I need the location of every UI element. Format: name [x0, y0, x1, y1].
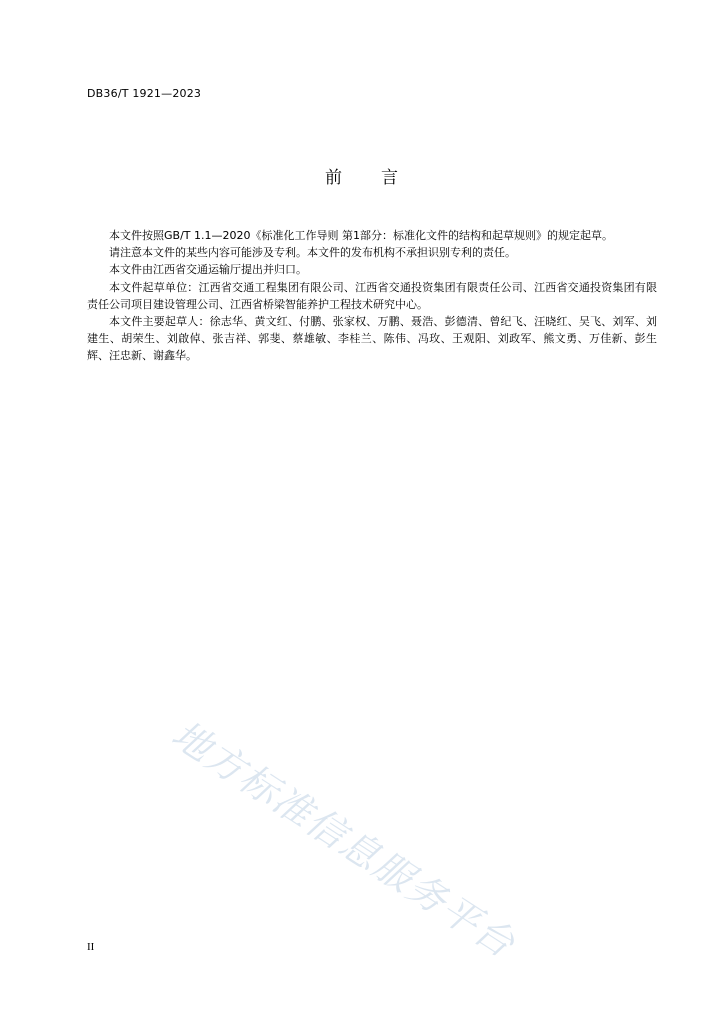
page-number: II [87, 941, 95, 953]
paragraph-patent-notice: 请注意本文件的某些内容可能涉及专利。本文件的发布机构不承担识别专利的责任。 [109, 246, 516, 260]
watermark: 地方标准信息服务平台 [164, 711, 524, 967]
document-code: DB36/T 1921—2023 [87, 87, 202, 100]
paragraph-drafting-rules: 本文件按照GB/T 1.1—2020《标准化工作导则 第1部分：标准化文件的结构和起草规则》的规定起草。 [109, 229, 613, 242]
paragraph-drafters: 本文件主要起草人：徐志华、黄文红、付鹏、张家权、万鹏、聂浩、彭德清、曾纪飞、汪晓红、吴飞、刘军、刘建生、胡荣生、刘啟倬、张吉祥、郭斐、蔡雄敏、李桂兰、陈伟、冯玫、王观阳、刘政军、熊文勇、万佳新、彭生辉、汪忠新、谢鑫华。 [87, 315, 657, 363]
title-char-2: 言 [381, 168, 399, 188]
foreword-body [87, 227, 657, 365]
paragraph-proposer: 本文件由江西省交通运输厅提出并归口。 [109, 263, 307, 277]
page-title [0, 163, 724, 188]
title-char-1: 前 [325, 168, 343, 188]
paragraph-drafting-units: 本文件起草单位：江西省交通工程集团有限公司、江西省交通投资集团有限责任公司、江西省交通投资集团有限责任公司项目建设管理公司、江西省桥梁智能养护工程技术研究中心。 [87, 280, 657, 311]
